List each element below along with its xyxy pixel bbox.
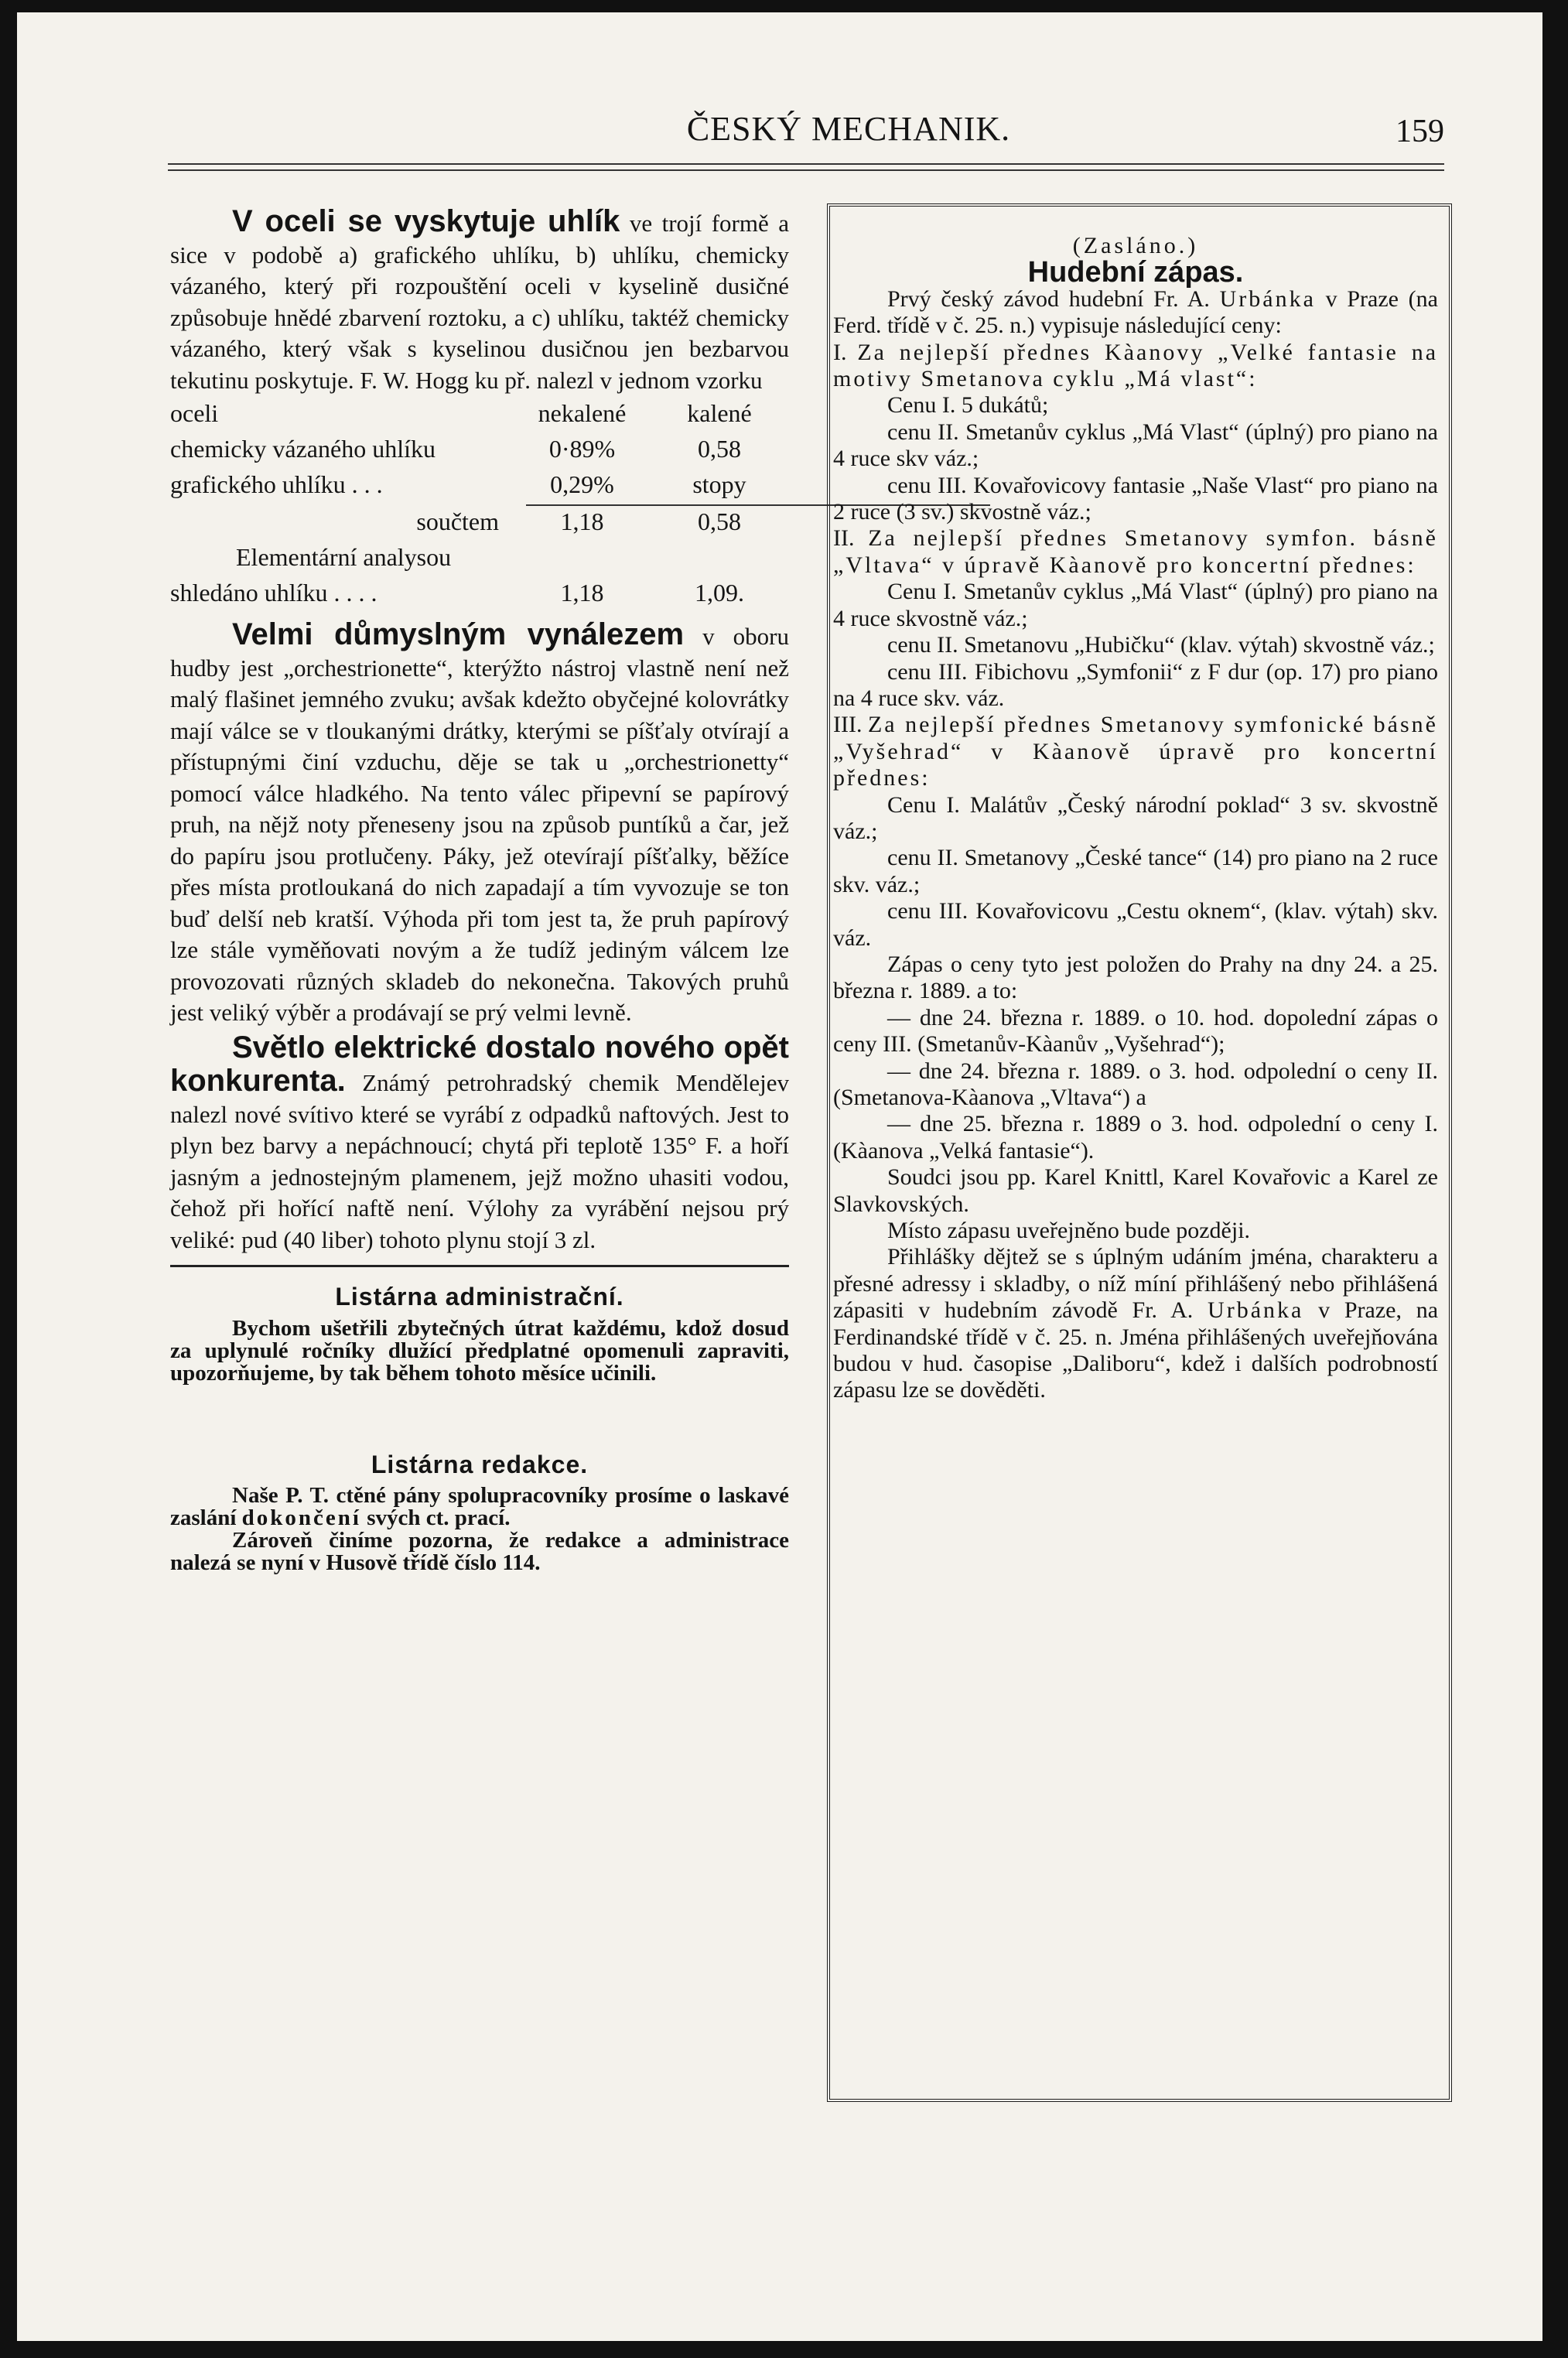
- table-row-label: grafického uhlíku . . .: [170, 470, 383, 498]
- notice-body: Bychom ušetřili zbytečných útrat každému, kdož dosud za uplynulé ročníky dlužící předplatné opomenuli zapraviti, upozorňujeme, by tak během tohoto měsíce učinili.: [170, 1315, 789, 1386]
- contest-intro: [833, 286, 1438, 340]
- article-lead: V oceli se vyskytuje uhlík: [232, 204, 620, 238]
- table-analysis-label-row: [170, 542, 789, 577]
- prize-item: Cenu I. Malátův „Český národní poklad“ 3 sv. skvostně váz.;: [833, 791, 1438, 844]
- header-rule: [168, 169, 1444, 171]
- entries-text-part: Přihlášky dějtež se s úplným udáním jména, charakteru a přesné adressy i skladby, o níž míní přihlášený nebo přihlášená zápasiti v hudebním závodě Fr. A.: [833, 1244, 1438, 1324]
- table-row: [170, 433, 789, 469]
- place-text: Místo zápasu uveřejněno bude později.: [887, 1218, 1251, 1244]
- prize-item: cenu II. Smetanovy „České tance“ (14) pro piano na 2 ruce skv. váz.;: [833, 845, 1438, 897]
- firm-name: Urbánka: [1219, 285, 1316, 312]
- section-divider: [170, 1265, 789, 1267]
- prize-item: Cenu I. Smetanův cyklus „Má Vlast“ (úplný) pro piano na 4 ruce skvostně váz.;: [833, 579, 1438, 631]
- header-rule: [168, 163, 1444, 165]
- judges-text: Soudci jsou pp. Karel Knittl, Karel Kovařovic a Karel ze Slavkovských.: [833, 1164, 1438, 1217]
- category-number: II.: [833, 525, 855, 552]
- prize-item: cenu II. Smetanův cyklus „Má Vlast“ (úplný) pro piano na 4 ruce skv váz.;: [833, 419, 1438, 472]
- page: [17, 12, 1542, 2341]
- prize-item: cenu III. Kovařovicovy fantasie „Naše Vlast“ pro piano na 2 ruce (3 sv.) skvostně váz.;: [833, 472, 1438, 525]
- article-orchestrionette: [170, 619, 789, 1029]
- table-sum-row: [170, 506, 789, 542]
- notice-text: svých ct. prací.: [367, 1505, 511, 1530]
- table-header-col1: nekalené: [538, 399, 627, 427]
- table-cell: 1,18: [560, 507, 604, 535]
- analysis-label: shledáno uhlíku . . . .: [170, 579, 377, 607]
- article-text: Známý petrohradský chemik Mendělejev nalezl nové svítivo které se vyrábí z odpadků naftových. Jest to plyn bez barvy a nepáchnoucí; chytá při teplotě 135° F. a hoří jasným a jednostejným plamenem, jejž možno uhasiti vodou, čehož při hořící naftě není. Výlohy za vyrábění nejsou prý veliké: pud (40 liber) tohoto plynu stojí 3 zl.: [170, 1069, 789, 1253]
- table-cell: 0·89%: [548, 435, 616, 463]
- article-steel-carbon: [170, 206, 789, 396]
- notice-body: [170, 1485, 789, 1529]
- page-header: [168, 109, 1444, 163]
- contest-title: Hudební zápas.: [1027, 256, 1244, 289]
- category-title: Za nejlepší přednes Smetanovy symfonické básně „Vyšehrad“ v Kàanově úpravě pro koncertní přednes:: [833, 712, 1438, 791]
- table-cell: 1,18: [560, 579, 604, 607]
- right-column: [833, 233, 1438, 1404]
- table-cell: stopy: [692, 470, 746, 498]
- sum-label: součtem: [416, 507, 499, 535]
- prize-item: cenu III. Kovařovicovu „Cestu oknem“, (klav. výtah) skv. váz.: [833, 898, 1438, 951]
- intro-text: Prvý český závod hudební Fr. A.: [887, 285, 1210, 312]
- page-content: [17, 12, 1542, 2341]
- page-number: 159: [1395, 114, 1444, 149]
- schedule-date: — dne 24. března r. 1889. o 10. hod. dopolední zápas o ceny III. (Smetanův-Kàanův „Vyšehrad“);: [833, 1004, 1438, 1058]
- prize-item: Cenu I. 5 dukátů;: [887, 392, 1049, 419]
- spacer: [170, 1385, 789, 1443]
- firm-name: Urbánka: [1208, 1297, 1304, 1324]
- schedule-date: — dne 25. března r. 1889 o 3. hod. odpolední o ceny I. (Kàanova „Velká fantasie“).: [833, 1111, 1438, 1164]
- table-cell: 0,29%: [550, 470, 614, 498]
- entries-text: [833, 1244, 1438, 1403]
- article-text: v oboru hudby jest „orchestrionette“, kterýžto nástroj vlastně není než malý flašinet jemného zvuku; avšak kdežto obyčejné kolovrátky mají válce se v tloukanými drátky, kterými se píšťaly otvírají a přístupnými činí vzduchu, děje se tak u „orchestrionetty“ pomocí válce hladkého. Na tento válec připevní se papírový pruh, na nějž noty přeneseny jsou na způsob puntíků a čar, jež do papíru jsou protlučeny. Páky, jež otevírají píšťalky, běžíce přes místa protloukaná do nich zapadají a tím vyvozuje se ton buď delší neb kratší. Výhoda při tom jest ta, že pruh papírový lze stále vyměňovati novým a že tudíž jediným válcem lze provozovati různých skladeb do nekonečna. Takových pruhů jest veliký výběr a prodávají se prý velmi levně.: [170, 623, 789, 1026]
- left-column: [170, 206, 789, 1574]
- notice-text: Naše P. T. ctěné pány spolupracovníky prosíme o laskavé zaslání: [170, 1483, 789, 1530]
- article-lead: Světlo elektrické dostalo nového opět konkurenta.: [170, 1030, 789, 1098]
- article-lead: Velmi důmyslným vynálezem: [232, 617, 685, 651]
- article-electric-light: [170, 1032, 789, 1256]
- running-title: ČESKÝ MECHANIK.: [686, 110, 1011, 148]
- category-number: I.: [833, 339, 847, 365]
- schedule-text: Zápas o ceny tyto jest položen do Prahy na dny 24. a 25. března r. 1889. a to:: [833, 951, 1438, 1004]
- sent-label: (Zasláno.): [1072, 233, 1199, 258]
- prize-item: cenu II. Smetanovu „Hubičku“ (klav. výtah) skvostně váz.;: [887, 632, 1435, 658]
- table-header-label: oceli: [170, 399, 219, 427]
- notice-title: Listárna administrační.: [335, 1283, 624, 1311]
- entries-text-part: v Praze, na Ferdinandské třídě v č. 25. n. Jména přihlášených uveřejňována budou v hud. časopise „Daliboru“, kdež i dalších podrobností zápasu lze se dověděti.: [833, 1297, 1439, 1403]
- category-number: III.: [833, 712, 863, 738]
- prize-category: [833, 525, 1438, 579]
- table-row: [170, 469, 789, 504]
- notice-emphasis: dokončení: [241, 1505, 361, 1530]
- table-analysis-row: [170, 577, 789, 613]
- table-cell: 1,09.: [695, 579, 744, 607]
- category-title: Za nejlepší přednes Smetanovy symfon. básně „Vltava“ v úpravě Kàanově pro koncertní přednes:: [833, 525, 1438, 578]
- carbon-table: [170, 398, 789, 613]
- category-title: Za nejlepší přednes Kàanovy „Velké fantasie na motivy Smetanova cyklu „Má vlast“:: [833, 339, 1439, 392]
- prize-category: [833, 712, 1438, 791]
- table-header-col2: kalené: [687, 399, 752, 427]
- notice-title: Listárna redakce.: [371, 1450, 589, 1478]
- intro-text: v Praze (na Ferd. třídě v č. 25. n.) vypisuje následující ceny:: [833, 285, 1438, 339]
- table-header-row: [170, 398, 789, 433]
- analysis-label: Elementární analysou: [236, 543, 452, 571]
- prize-item: cenu III. Fibichovu „Symfonii“ z F dur (op. 17) pro piano na 4 ruce skv. váz.: [833, 658, 1438, 711]
- table-cell: 0,58: [698, 435, 741, 463]
- article-text: ve trojí formě a sice v podobě a) grafického uhlíku, b) uhlíku, chemicky vázaného, který při rozpouštění oceli v kyselině dusičné způsobuje hnědé zbarvení roztoku, a c) uhlíku, taktéž chemicky vázaného, který však s kyselinou dusičnou jen bezbarvou tekutinu poskytuje. F. W. Hogg ku př. nalezl v jednom vzorku: [170, 210, 789, 394]
- table-row-label: chemicky vázaného uhlíku: [170, 435, 436, 463]
- table-cell: 0,58: [698, 507, 741, 535]
- notice-body: Zároveň činíme pozorna, že redakce a administrace nalezá se nyní v Husově třídě číslo 114.: [170, 1528, 789, 1575]
- prize-category: [833, 340, 1438, 393]
- schedule-date: — dne 24. března r. 1889. o 3. hod. odpolední o ceny II. (Smetanova-Kàanova „Vltava“) a: [833, 1058, 1438, 1110]
